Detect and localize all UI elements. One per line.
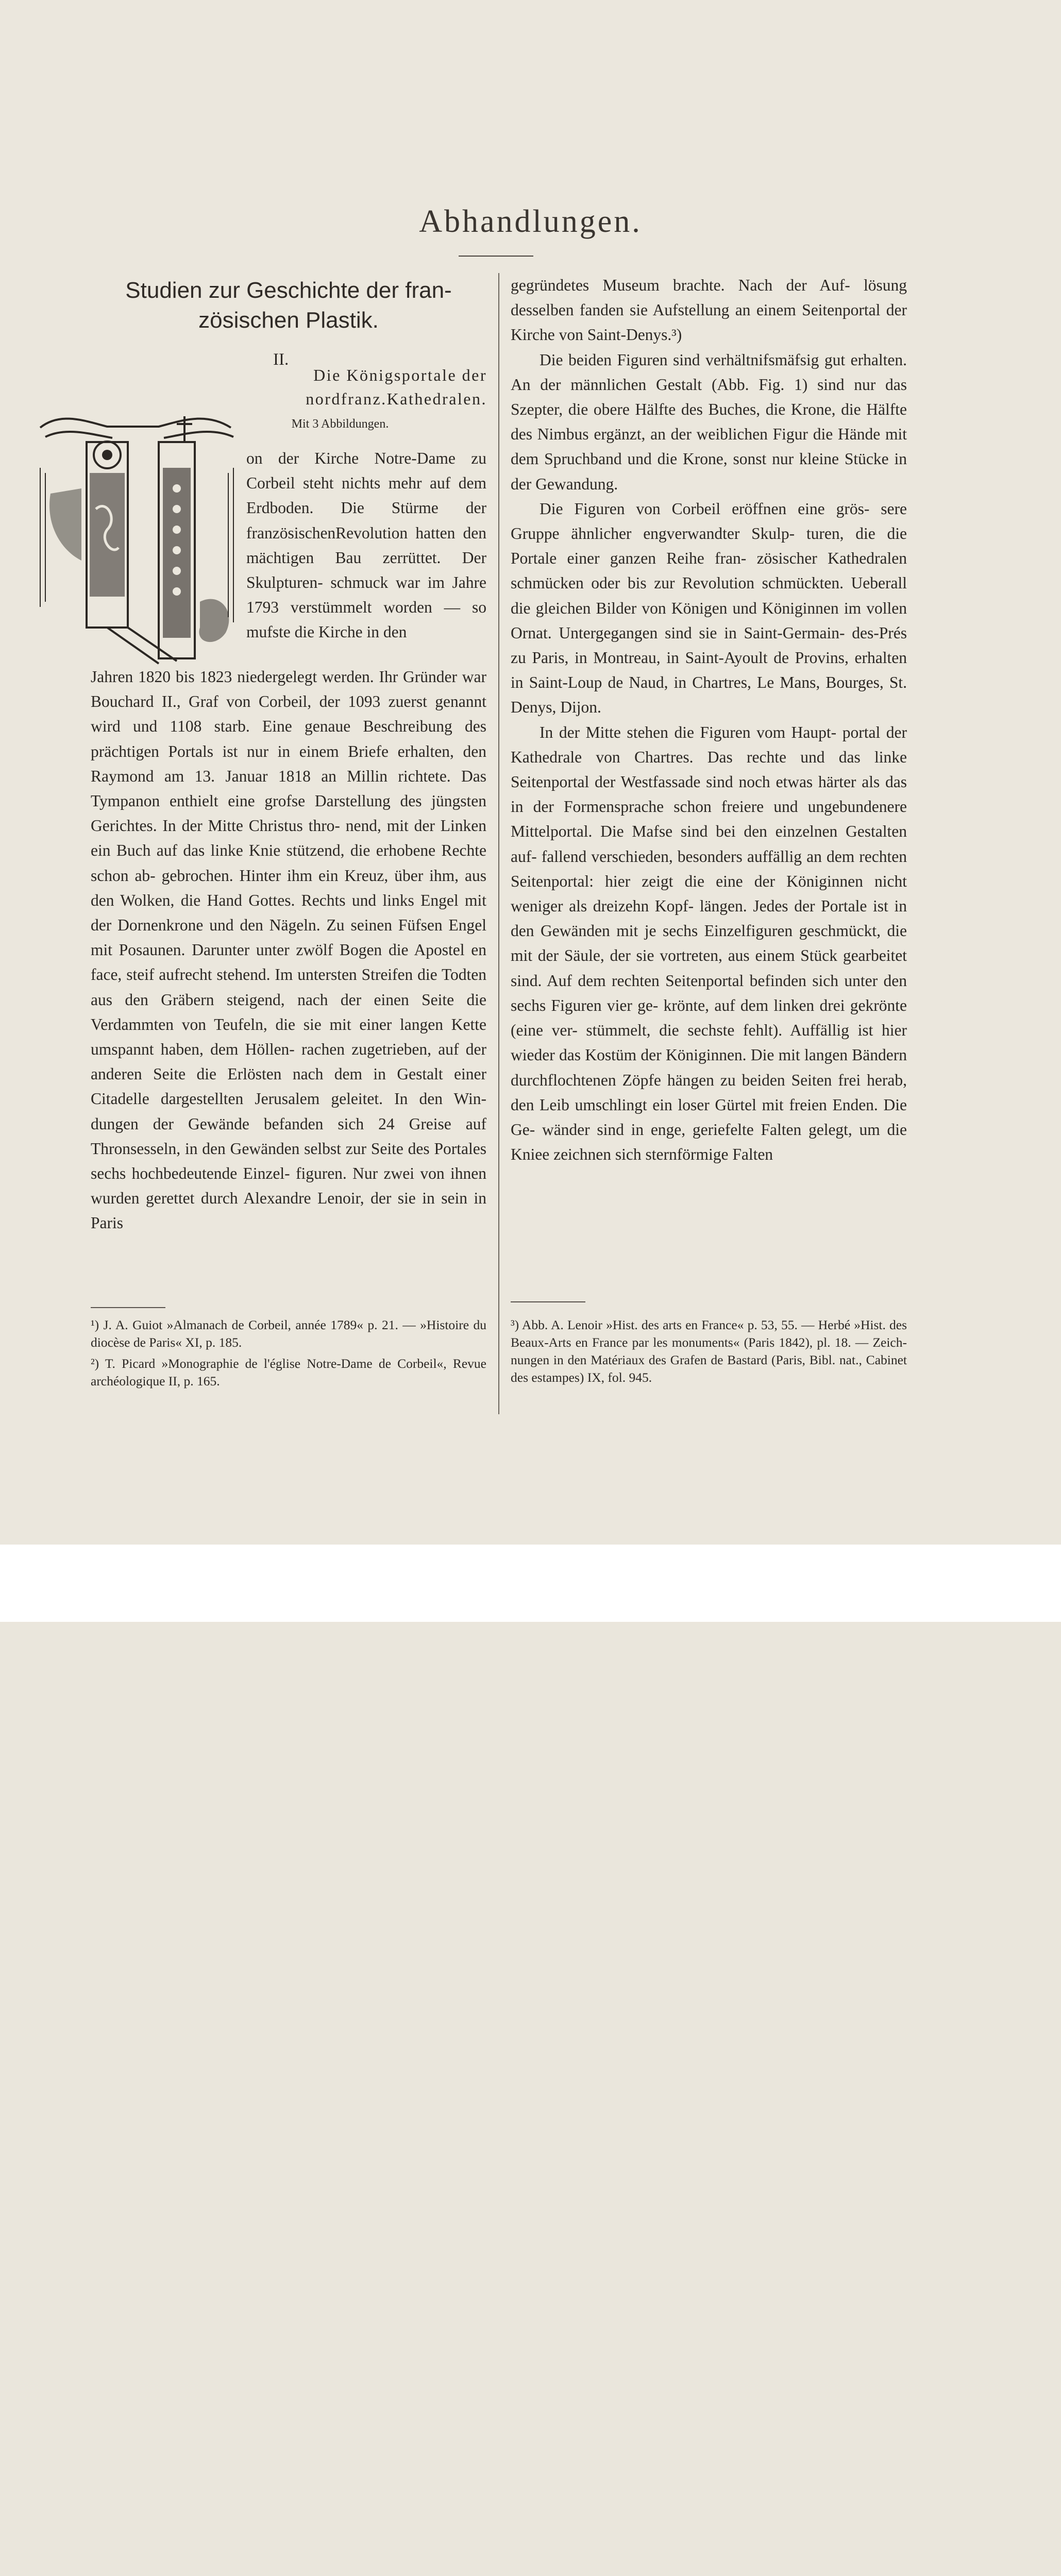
footnote: ¹) J. A. Guiot »Almanach de Corbeil, année 1789« p. 21. — »Histoire du diocèse de Paris« XI, p. 185.: [91, 1317, 486, 1350]
paragraph: In der Mitte stehen die Figuren vom Haupt- portal der Kathedrale von Chartres. Das rechte und das linke Seitenportal der Westfassade sind noch etwas härter als das in der Formensprache schon freiere und ungebundenere Mittelportal. Die Mafse sind bei den einzelnen Gestalten auf- fallend verschieden, besonders auffällig an dem rechten Seitenportal: hier zeigt die eine der Königinnen nicht weniger als dreizehn Kopf- längen. Jedes der Portale ist in den Gewänden mit je sechs Einzelfiguren geschmückt, die mit der Säule, der sie vortreten, aus einem Stück gearbeitet sind. Auf dem rechten Seitenportal befinden sich unter den sechs Figuren vier ge- krönte, auf dem linken drei gekrönte (eine ver- stümmelt, die sechste fehlt). Auffällig ist hier wieder das Kostüm der Königinnen. Die mit langen Bändern durchflochtenen Zöpfe hängen zu beiden Seiten frei herab, den Leib umschlingt ein loser Gürtel mit freien Enden. Die Ge- wänder sind in enge, geriefelte Falten gelegt, um die Kniee zeichnen sich sternförmige Falten: [511, 723, 907, 1164]
paragraph: on der Kirche Notre-Dame zu Corbeil steht nichts mehr auf dem Erdboden. Die Stürme der französischenRevolution hatten den mächtigen Bau zerrüttet. Der Skulpturen- schmuck war im Jahre 1793 verstümmelt worden — so mufste die Kirche in den: [246, 449, 486, 641]
footnote-rule: [511, 1301, 585, 1302]
article-title: Studien zur Geschichte der fran- zösischen Plastik.: [125, 278, 452, 333]
title-rule: [459, 256, 533, 257]
article-subtitle: Die Königsportale der nordfranz.Kathedralen.: [306, 366, 487, 408]
viewer-footer: [0, 1545, 1061, 1622]
paragraph: gegründetes Museum brachte. Nach der Auf- lösung desselben fanden sie Aufstellung an einem Seitenportal der Kirche von Saint-Denys.³): [511, 276, 907, 344]
right-column: [511, 273, 907, 1167]
paragraph: Die beiden Figuren sind verhältnifsmäfsig gut erhalten. An der männlichen Gestalt (Abb. Fig. 1) sind nur das Szepter, die obere Hälfte des Buches, die Krone, die Hälfte des Nimbus ergänzt, an der weiblichen Figur die Hände mit dem Spruchband und die Krone, sonst nur kleine Stücke in der Gewandung.: [511, 350, 907, 493]
column-divider: [498, 273, 499, 1414]
decorated-initial-icon: [30, 406, 246, 670]
illustrations-note: Mit 3 Abbildungen.: [291, 417, 389, 431]
footnote: ³) Abb. A. Lenoir »Hist. des arts en France« p. 53, 55. — Herbé »Hist. des Beaux-Arts en France par les monuments« (Paris 1842), pl. 18. — Zeich- nungen in den Matériaux des Grafen de Bastard (Paris, Bibl. nat., Cabinet des estampes) IX, fol. 945.: [511, 1317, 907, 1385]
footnote: ²) T. Picard »Monographie de l'église Notre-Dame de Corbeil«, Revue archéologique II, p. 165.: [91, 1356, 486, 1388]
footnote-rule: [91, 1307, 165, 1308]
paragraph: Jahren 1820 bis 1823 niedergelegt werden. Ihr Gründer war Bouchard II., Graf von Corbeil, der 1093 zuerst genannt wird und 1108 starb. Eine genaue Beschreibung des prächtigen Portals ist nur in einem Briefe erhalten, den Raymond am 13. Januar 1818 an Millin richtete. Das Tympanon enthielt eine grofse Darstellung des jüngsten Gerichtes. In der Mitte Christus thro- nend, mit der Linken ein Buch auf das linke Knie stützend, die erhobene Rechte schon ab- gebrochen. Hinter ihm ein Kreuz, über ihm, aus den Wolken, die Hand Gottes. Rechts und links Engel mit der Dornenkrone und den Nägeln. Zu seinen Füfsen Engel mit Posaunen. Darunter unter zwölf Bogen die Apostel en face, steif aufrecht stehend. Im untersten Streifen die Todten aus den Gräbern steigend, nach der einen Seite die Verdammten von Teufeln, die sie mit einer langen Kette umspannt haben, dem Höllen- rachen zugetrieben, auf der anderen Seite die Erlösten nach dem in Gestalt einer Citadelle dargestellten Jerusalem geleitet. In den Win- dungen der Gewände befanden sich 24 Greise auf Thronsesseln, in den Gewänden selbst zur Seite des Portales sechs hochbedeutende Einzel- figuren. Nur zwei von ihnen wurden gerettet durch Alexandre Lenoir, der sie in sein in Paris: [91, 668, 486, 1232]
initial-wrapped-text: [246, 446, 486, 645]
footnotes-right: [511, 1316, 907, 1390]
section-header: Abhandlungen.: [419, 204, 642, 239]
section-number: II.: [273, 350, 289, 369]
footnotes-left: [91, 1316, 486, 1394]
left-column: [91, 665, 486, 1236]
paragraph: Die Figuren von Corbeil eröffnen eine grös- sere Gruppe ähnlicher engverwandter Skulp- turen, die die Portale einer ganzen Reihe fran- zösischer Kathedralen schmücken oder bis zur Revolution schmückten. Ueberall die gleichen Bilder von Königen und Königinnen im vollen Ornat. Untergegangen sind sie in Saint-Germain- des-Prés zu Paris, in Montreau, in Saint-Ayoult de Provins, erhalten in Saint-Loup de Naud, in Chartres, Le Mans, Bourges, St. Denys, Dijon.: [511, 499, 907, 717]
